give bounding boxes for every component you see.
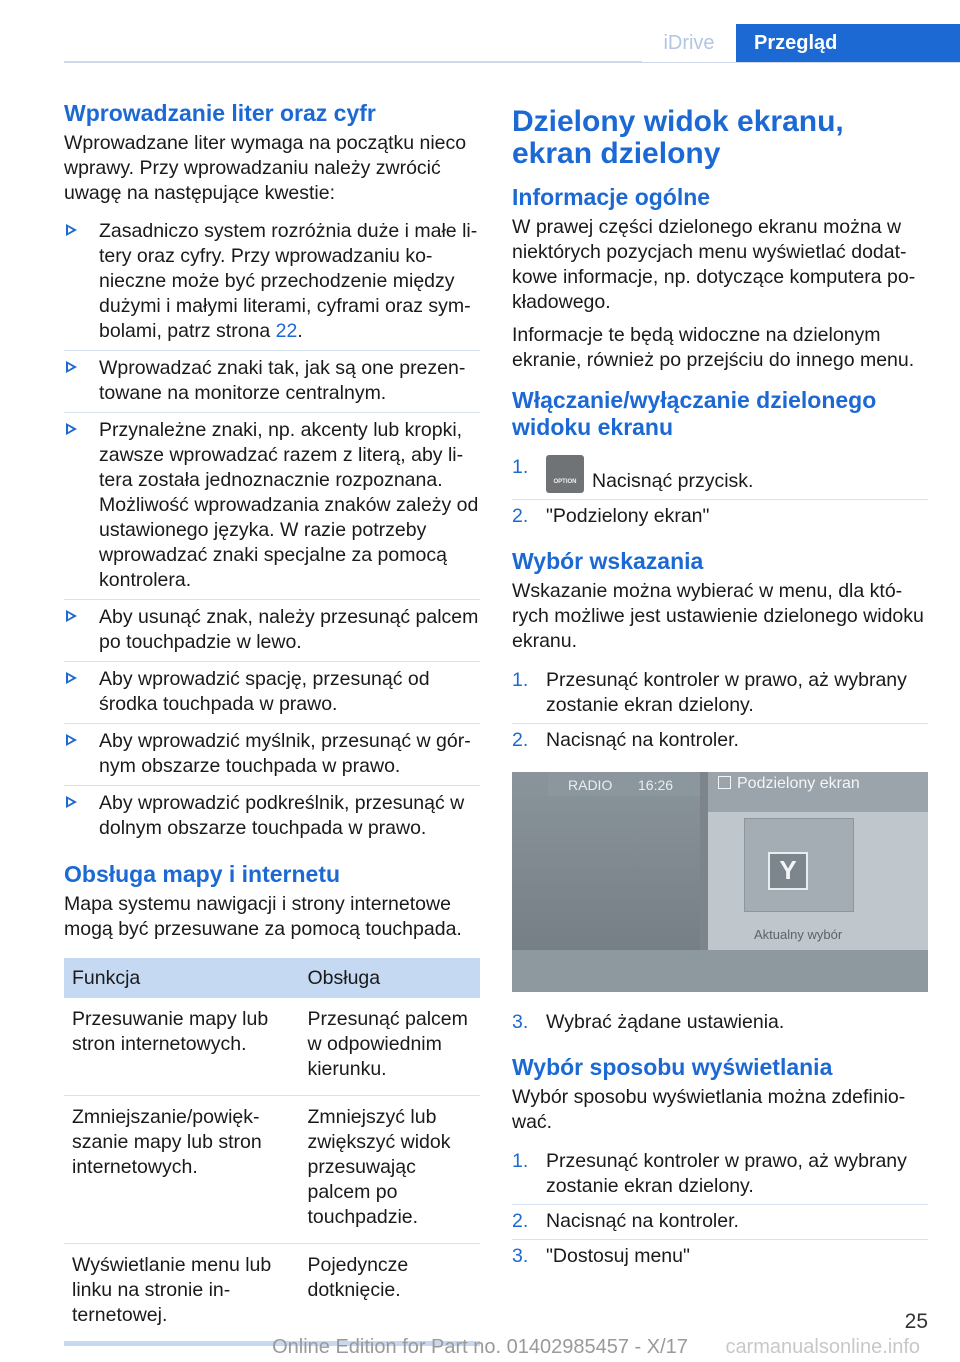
step-number: 1. [512, 669, 529, 691]
touchpad-table [64, 958, 480, 1341]
step-text: Nacisnąć na kontroler. [546, 1210, 739, 1232]
table-row [64, 1244, 480, 1342]
table-cell: Przesuwanie mapy lub stron internetowych. [64, 998, 299, 1096]
list-item [64, 214, 480, 350]
display-intro: Wybór sposobu wyświetlania można zdefiniować. [512, 1086, 906, 1133]
step-number: 2. [512, 505, 529, 527]
bullet-text: Zasadniczo system rozróżnia duże i małe litery oraz cyfry. Przy wprowadzaniu konieczne może być przechodzenie między dużymi i małymi literami, cyframi oraz symbolami, patrz strona [99, 220, 478, 342]
list-item [64, 350, 480, 412]
bullet-text: Przynależne znaki, np. akcenty lub kropki, zawsze wprowadzać razem z literą, aby litera została jednoznacznie rozpoznana. Możliwość wprowadzania znaków zależy od ustawionego języka. W razie potrzeby wprowadzać znaki specjalne za pomocą kontrolera. [99, 419, 479, 591]
list-item [64, 412, 480, 599]
edition-note: Online Edition for Part no. 01402985457 - X/17 [272, 1336, 688, 1358]
table-cell: Wyświetlanie menu lub linku na stronie internetowej. [72, 1254, 272, 1326]
list-item [512, 723, 928, 758]
list-item [512, 1239, 928, 1274]
step-number: 1. [512, 1150, 529, 1172]
step-number: 2. [512, 1210, 529, 1232]
section-title-general: Informacje ogólne [512, 184, 711, 210]
table-header-function: Funkcja [64, 958, 299, 998]
watermark: carmanualsonline.info [725, 1336, 920, 1358]
screen-subtitle: Aktualny wybór [754, 927, 843, 942]
bullet-triangle-icon [66, 610, 77, 622]
option-button-icon [546, 455, 584, 493]
bullet-triangle-icon [66, 734, 77, 746]
table-cell: Przesunąć palcem w odpowiednim kierunku. [299, 998, 480, 1096]
bullet-text: Wprowadzać znaki tak, jak są one prezentowane na monitorze centralnym. [99, 357, 466, 404]
list-item [64, 723, 480, 785]
step-number: 3. [512, 1011, 529, 1033]
step-text: Nacisnąć na kontroler. [546, 729, 739, 751]
section-title-toggle: Włączanie/wyłączanie dzielonego widoku ekranu [512, 387, 877, 440]
step-text: Wybrać żądane ustawienia. [546, 1011, 785, 1033]
list-item [512, 1006, 928, 1040]
list-item [64, 599, 480, 661]
table-header-row [64, 958, 480, 998]
section-title-letters: Wprowadzanie liter oraz cyfr [64, 100, 376, 126]
page-title: Dzielony widok ekranu, ekran dzielony [512, 105, 844, 170]
section-title-display: Wybór sposobu wyświetlania [512, 1054, 833, 1080]
bullet-triangle-icon [66, 796, 77, 808]
list-item [512, 451, 928, 499]
step-text: Nacisnąć przycisk. [592, 470, 754, 492]
select-intro: Wskazanie można wybierać w menu, dla których możliwe jest ustawienie dzielonego widoku ekranu. [512, 580, 924, 652]
bullet-text: Aby usunąć znak, należy przesunąć palcem po touchpadzie w lewo. [99, 606, 479, 653]
checkbox-icon [718, 776, 731, 789]
list-item [512, 1204, 928, 1239]
bullet-text: Aby wprowadzić myślnik, przesunąć w górnym obszarze touchpada w prawo. [99, 730, 471, 777]
option-button-label: OPTION [553, 479, 577, 485]
screen-title-text: Podzielony ekran [737, 775, 860, 792]
table-header-operation: Obsługa [299, 958, 480, 998]
junction-sign-icon: Y [768, 852, 808, 890]
screen-time: 16:26 [638, 777, 674, 793]
list-item [512, 499, 928, 534]
step-number: 1. [512, 456, 529, 478]
bullet-triangle-icon [66, 672, 77, 684]
bullet-text-end: . [297, 320, 303, 342]
page-link[interactable]: 22 [275, 320, 298, 342]
list-item [64, 661, 480, 723]
tab-przeglad[interactable]: Przegląd [736, 24, 960, 62]
bullet-triangle-icon [66, 361, 77, 373]
tab-idrive[interactable]: iDrive [642, 24, 736, 62]
step-number: 3. [512, 1245, 529, 1267]
section-title-select: Wybór wskazania [512, 548, 704, 574]
table-cell: Zmniejszyć lub zwiększyć widok przesuwając palcem po touchpadzie. [299, 1096, 480, 1244]
general-paragraph-2: Informacje te będą widoczne na dzielonym ekranie, również po przejściu do innego menu. [512, 324, 915, 371]
page-number: 25 [904, 1310, 928, 1333]
step-text: "Dostosuj menu" [546, 1245, 690, 1267]
bullet-triangle-icon [66, 224, 77, 236]
bullet-text: Aby wprowadzić podkreślnik, przesunąć w dolnym obszarze touchpada w prawo. [99, 792, 465, 839]
table-row [64, 1096, 480, 1244]
bullet-text: Aby wprowadzić spację, przesunąć od środka touchpada w prawo. [99, 668, 430, 715]
step-text: Przesunąć kontroler w prawo, aż wybrany zostanie ekran dzielony. [546, 669, 907, 716]
list-item [512, 1145, 928, 1204]
list-item [512, 664, 928, 723]
header-tabs [642, 24, 960, 62]
table-cell: Pojedyncze dotknięcie. [307, 1254, 409, 1301]
section-title-map: Obsługa mapy i internetu [64, 861, 341, 887]
bullet-triangle-icon [66, 423, 77, 435]
general-paragraph-1: W prawej części dzielonego ekranu można w niektórych pozycjach menu wyświetlać dodatkowe informacje, np. dotyczące komputera pokładowego. [512, 216, 916, 313]
screen-radio-label: RADIO [568, 777, 613, 793]
right-column [512, 100, 928, 1274]
list-item [64, 785, 480, 847]
step-text: Przesunąć kontroler w prawo, aż wybrany zostanie ekran dzielony. [546, 1150, 907, 1197]
select-steps [512, 664, 928, 758]
select-step-3 [512, 1006, 928, 1040]
screen-bottom-area [512, 950, 928, 992]
table-row [64, 998, 480, 1096]
letters-bullet-list [64, 214, 480, 847]
step-text: "Podzielony ekran" [546, 505, 710, 527]
table-cell: Zmniejszanie/powiększanie mapy lub stron internetowych. [64, 1096, 299, 1244]
section-intro-letters: Wprowadzane liter wymaga na początku nieco wprawy. Przy wprowadzaniu należy zwrócić uwagę na następujące kwestie: [64, 132, 467, 204]
section-intro-map: Mapa systemu nawigacji i strony internetowe mogą być przesuwane za pomocą touchpada. [64, 893, 462, 940]
step-number: 2. [512, 729, 529, 751]
toggle-steps [512, 451, 928, 534]
split-screen-image [512, 772, 928, 992]
left-column [64, 100, 480, 1346]
screen-title [718, 775, 860, 793]
display-steps [512, 1145, 928, 1274]
